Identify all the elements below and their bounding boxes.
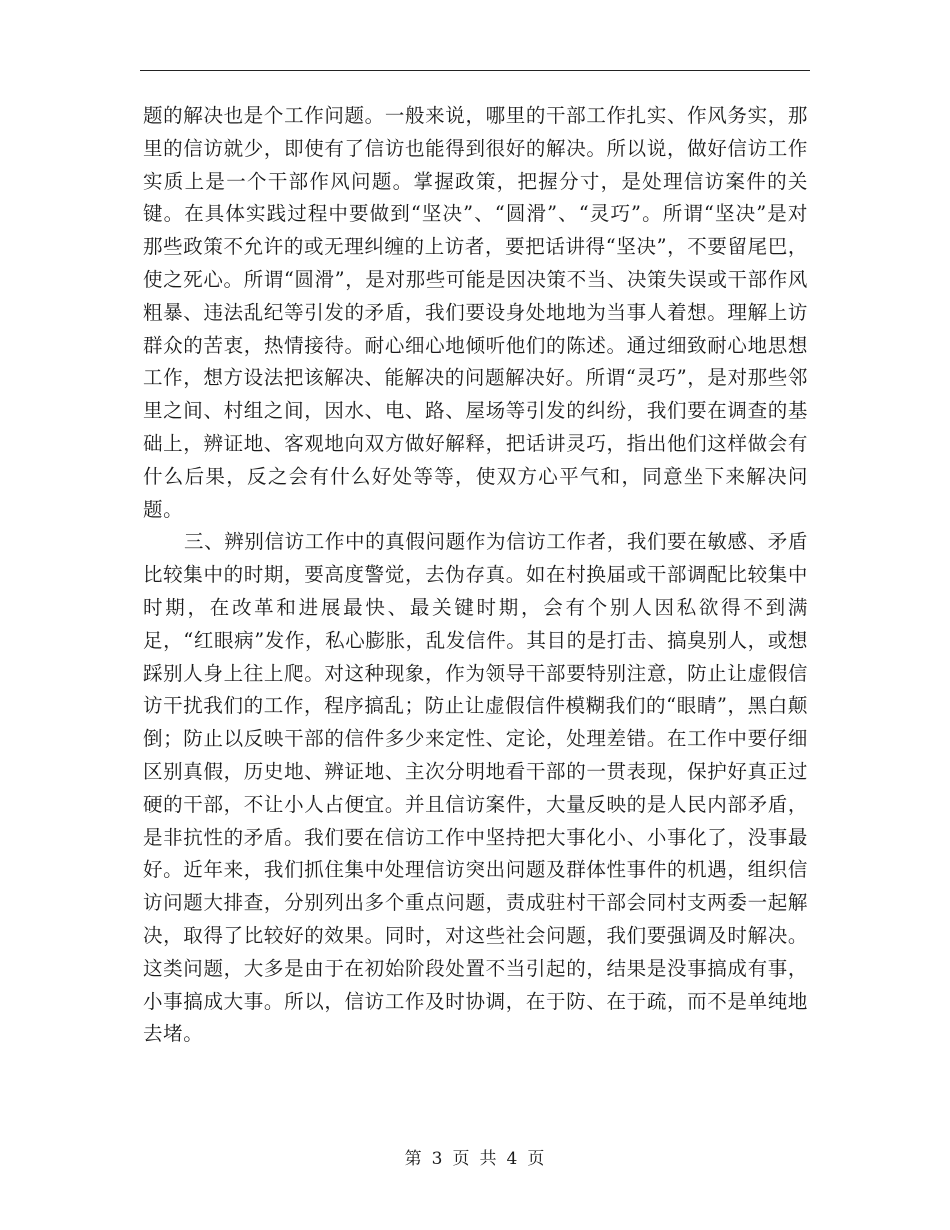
- page-footer: [0, 1148, 950, 1170]
- document-body: [143, 100, 808, 1051]
- paragraph-2: 三、辨别信访工作中的真假问题作为信访工作者，我们要在敏感、矛盾比较集中的时期，要高度警觉，去伪存真。如在村换届或干部调配比较集中时期，在改革和进展最快、最关键时期，会有个别人因私欲得不到满足，“红眼病”发作，私心膨胀，乱发信件。其目的是打击、搞臭别人，或想踩别人身上往上爬。对这种现象，作为领导干部要特别注意，防止让虚假信访干扰我们的工作，程序搞乱；防止让虚假信件模糊我们的“眼睛”，黑白颠倒；防止以反映干部的信件多少来定性、定论，处理差错。在工作中要仔细区别真假，历史地、辨证地、主次分明地看干部的一贯表现，保护好真正过硬的干部，不让小人占便宜。并且信访案件，大量反映的是人民内部矛盾，是非抗性的矛盾。我们要在信访工作中坚持把大事化小、小事化了，没事最好。近年来，我们抓住集中处理信访突出问题及群体性事件的机遇，组织信访问题大排查，分别列出多个重点问题，责成驻村干部会同村支两委一起解决，取得了比较好的效果。同时，对这些社会问题，我们要强调及时解决。这类问题，大多是由于在初始阶段处置不当引起的，结果是没事搞成有事，小事搞成大事。所以，信访工作及时协调，在于防、在于疏，而不是单纯地去堵。: [143, 530, 808, 1046]
- footer-total-pages: 4: [506, 1149, 519, 1169]
- header-rule: [140, 70, 810, 71]
- footer-page-word: 页: [452, 1149, 471, 1169]
- footer-suffix: 页: [527, 1149, 546, 1169]
- footer-prefix: 第: [404, 1149, 423, 1169]
- footer-current-page: 3: [431, 1149, 444, 1169]
- paragraph-1: 题的解决也是个工作问题。一般来说，哪里的干部工作扎实、作风务实，那里的信访就少，即使有了信访也能得到很好的解决。所以说，做好信访工作实质上是一个干部作风问题。掌握政策，把握分寸，是处理信访案件的关键。在具体实践过程中要做到“坚决”、“圆滑”、“灵巧”。所谓“坚决”是对那些政策不允许的或无理纠缠的上访者，要把话讲得“坚决”，不要留尾巴，使之死心。所谓“圆滑”，是对那些可能是因决策不当、决策失误或干部作风粗暴、违法乱纪等引发的矛盾，我们要设身处地地为当事人着想。理解上访群众的苦衷，热情接待。耐心细心地倾听他们的陈述。通过细致耐心地思想工作，想方设法把该解决、能解决的问题解决好。所谓“灵巧”，是对那些邻里之间、村组之间，因水、电、路、屋场等引发的纠纷，我们要在调查的基础上，辨证地、客观地向双方做好解释，把话讲灵巧，指出他们这样做会有什么后果，反之会有什么好处等等，使双方心平气和，同意坐下来解决问题。: [143, 104, 808, 521]
- footer-total-word: 共: [479, 1149, 498, 1169]
